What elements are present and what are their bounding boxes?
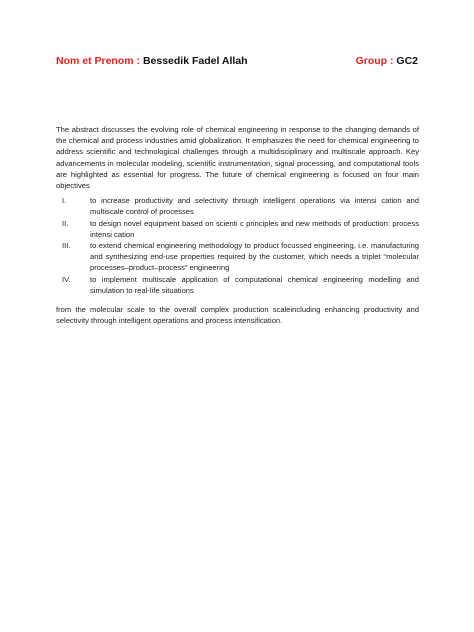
abstract-body: [56, 124, 419, 326]
student-name: Bessedik Fadel Allah: [142, 55, 248, 67]
objective-item: [56, 195, 419, 217]
objective-text: to extend chemical engineering methodology to product focussed engineering, i.e. manufacturing and synthesizing end-use properties required by the customer, which needs a triplet “molecular processes–product–process” engineering: [90, 241, 419, 273]
name-label: Nom et Prenom :: [56, 55, 143, 67]
group-label: Group :: [355, 55, 397, 67]
objective-number: IV.: [62, 274, 71, 284]
group-block: [356, 55, 418, 67]
objective-text: to implement multiscale application of computational chemical engineering modelling and simulation to real-life situations: [90, 274, 419, 295]
objectives-list: [56, 195, 419, 296]
student-name-block: [56, 55, 248, 67]
objective-number: II.: [62, 218, 69, 228]
abstract-intro: The abstract discusses the evolving role of chemical engineering in response to the changing demands of the chemical and process industries amid globalization. It emphasizes the need for chemical engineering to address scientific and technological challenges through a multidisciplinary and multiscale approach. Key advancements in molecular modeling, scientific instrumentation, signal processing, and computational tools are highlighted as essential for progress. The future of chemical engineering is focused on four main objectives: [56, 125, 419, 191]
abstract-closing: from the molecular scale to the overall complex production scaleincluding enhancing productivity and selectivity through intelligent operations and process intensification.: [56, 305, 419, 326]
objective-text: to design novel equipment based on scienti c principles and new methods of production: process intensi cation: [90, 218, 419, 239]
objective-text: to increase productivity and selectivity through intelligent operations via intensi cation and multiscale control of processes: [90, 196, 419, 217]
document-header: [56, 55, 418, 71]
group-value: GC2: [396, 55, 418, 67]
objective-item: [56, 218, 419, 240]
objective-number: I.: [62, 196, 67, 206]
objective-item: [56, 274, 419, 296]
objective-item: [56, 240, 419, 274]
objective-number: III.: [62, 241, 71, 251]
